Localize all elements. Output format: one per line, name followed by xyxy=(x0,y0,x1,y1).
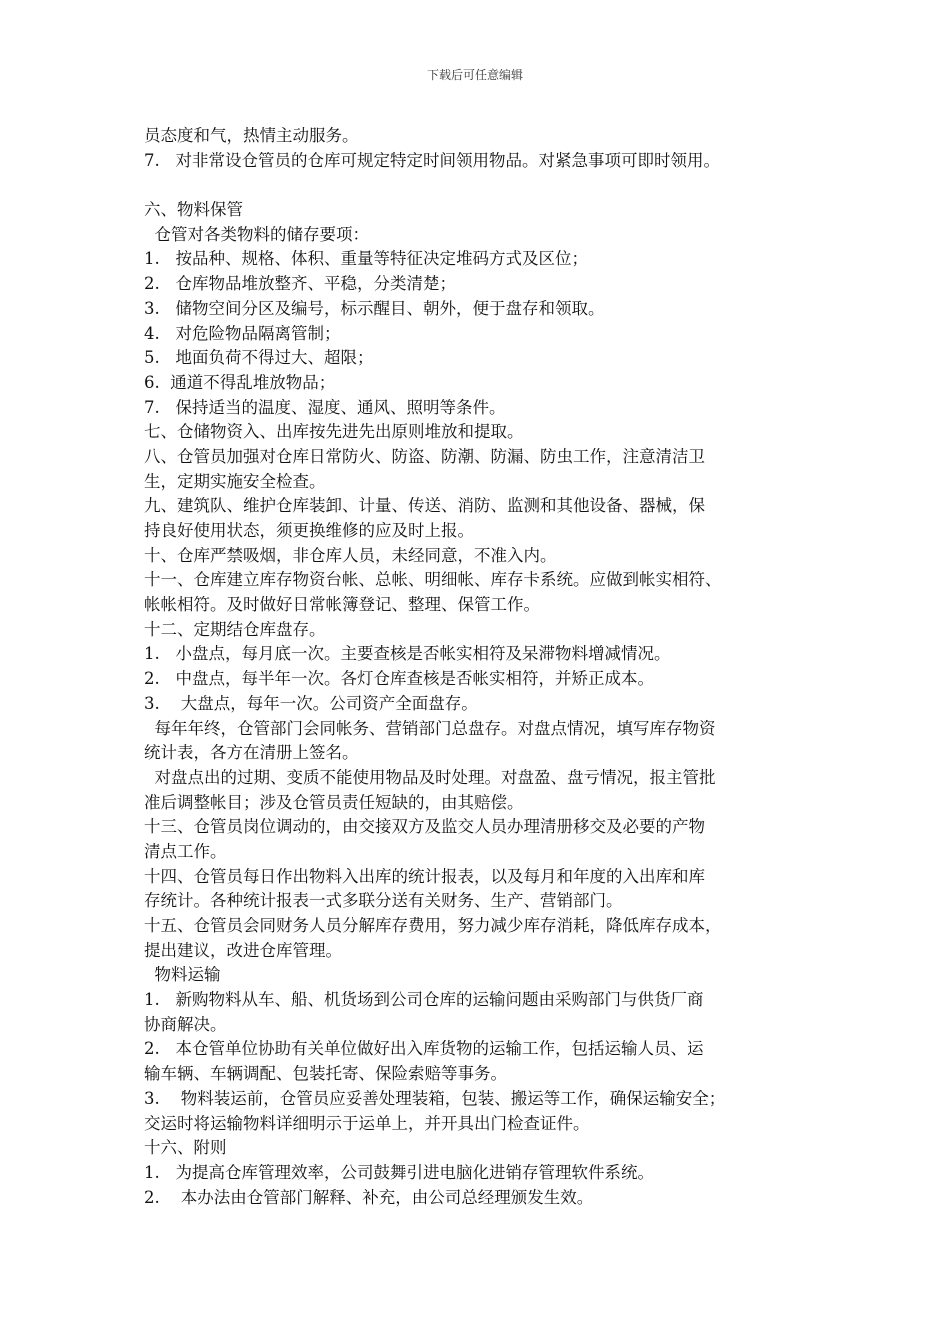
text-line: 3. 储物空间分区及编号，标示醒目、朝外，便于盘存和领取。 xyxy=(144,298,605,318)
paragraph xyxy=(144,396,824,421)
paragraph xyxy=(144,717,824,766)
text-line: 统计表，各方在清册上签名。 xyxy=(144,743,359,763)
text-line: 十四、仓管员每日作出物料入出库的统计报表，以及每月和年度的入出库和库 xyxy=(144,866,705,886)
text-line: 提出建议，改进仓库管理。 xyxy=(144,940,342,960)
text-line: 1. 为提高仓库管理效率，公司鼓舞引进电脑化进销存管理软件系统。 xyxy=(144,1162,654,1182)
paragraph xyxy=(144,198,824,223)
text-line: 物料运输 xyxy=(144,965,221,985)
paragraph xyxy=(144,322,824,347)
text-line: 准后调整帐目；涉及仓管员责任短缺的，由其赔偿。 xyxy=(144,792,524,812)
text-line: 八、仓管员加强对仓库日常防火、防盗、防潮、防漏、防虫工作，注意清洁卫 xyxy=(144,446,705,466)
text-line: 帐帐相符。及时做好日常帐簿登记、整理、保管工作。 xyxy=(144,595,540,615)
text-line: 六、物料保管 xyxy=(144,200,243,220)
text-line: 存统计。各种统计报表一式多联分送有关财务、生产、营销部门。 xyxy=(144,891,623,911)
text-line: 协商解决。 xyxy=(144,1014,227,1034)
text-line: 输车辆、车辆调配、包装托寄、保险索赔等事务。 xyxy=(144,1064,507,1084)
text-line: 十三、仓管员岗位调动的，由交接双方及监交人员办理清册移交及必要的产物 xyxy=(144,817,705,837)
text-line: 十五、仓管员会同财务人员分解库存费用，努力减少库存消耗，降低库存成本， xyxy=(144,916,722,935)
text-line: 6. 通道不得乱堆放物品； xyxy=(144,372,336,392)
text-line: 十一、仓库建立库存物资台帐、总帐、明细帐、库存卡系统。应做到帐实相符、 xyxy=(144,570,722,590)
document-body xyxy=(144,124,824,1210)
paragraph xyxy=(144,297,824,322)
paragraph xyxy=(144,692,824,717)
paragraph xyxy=(144,815,824,864)
text-line: 7. 保持适当的温度、湿度、通风、照明等条件。 xyxy=(144,397,506,417)
text-line: 清点工作。 xyxy=(144,841,227,861)
paragraph xyxy=(144,223,824,248)
text-line: 对盘点出的过期、变质不能使用物品及时处理。对盘盈、盘亏情况，报主管批 xyxy=(144,767,716,787)
paragraph xyxy=(144,988,824,1037)
paragraph xyxy=(144,272,824,297)
paragraph xyxy=(144,544,824,569)
text-line: 员态度和气，热情主动服务。 xyxy=(144,126,359,145)
text-line: 1. 按品种、规格、体积、重量等特征决定堆码方式及区位； xyxy=(144,249,588,269)
text-line: 十六、附则 xyxy=(144,1138,227,1158)
text-line: 5. 地面负荷不得过大、超限； xyxy=(144,348,374,368)
blank-line xyxy=(144,173,824,198)
paragraph xyxy=(144,865,824,914)
paragraph xyxy=(144,346,824,371)
page-header: 下载后可任意编辑 xyxy=(426,68,523,82)
text-line: 仓管对各类物料的储存要项： xyxy=(144,224,369,244)
paragraph xyxy=(144,247,824,272)
text-line: 1. 小盘点，每月底一次。主要查核是否帐实相符及呆滞物料增减情况。 xyxy=(144,644,671,664)
paragraph xyxy=(144,445,824,494)
text-line: 7. 对非常设仓管员的仓库可规定特定时间领用物品。对紧急事项可即时领用。 xyxy=(144,150,720,170)
text-line: 3. 物料装运前，仓管员应妥善处理装箱，包装、搬运等工作，确保运输安全； xyxy=(144,1088,726,1108)
text-line: 生，定期实施安全检查。 xyxy=(144,471,326,491)
paragraph xyxy=(144,1037,824,1086)
paragraph xyxy=(144,149,824,174)
paragraph xyxy=(144,618,824,643)
paragraph xyxy=(144,1136,824,1161)
text-line: 2. 本办法由仓管部门解释、补充，由公司总经理颁发生效。 xyxy=(144,1187,594,1207)
text-line: 1. 新购物料从车、船、机货场到公司仓库的运输问题由采购部门与供货厂商 xyxy=(144,990,704,1010)
paragraph xyxy=(144,1087,824,1136)
text-line: 十二、定期结仓库盘存。 xyxy=(144,619,326,639)
paragraph xyxy=(144,371,824,396)
paragraph xyxy=(144,494,824,543)
paragraph xyxy=(144,1161,824,1186)
text-line: 每年年终，仓管部门会同帐务、营销部门总盘存。对盘点情况，填写库存物资 xyxy=(144,718,716,738)
text-line: 2. 本仓管单位协助有关单位做好出入库货物的运输工作，包括运输人员、运 xyxy=(144,1039,704,1059)
text-line: 3. 大盘点，每年一次。公司资产全面盘存。 xyxy=(144,693,478,713)
paragraph xyxy=(144,914,824,963)
text-line: 交运时将运输物料详细明示于运单上，并开具出门检查证件。 xyxy=(144,1113,590,1133)
text-line: 2. 仓库物品堆放整齐、平稳，分类清楚； xyxy=(144,274,456,294)
paragraph xyxy=(144,568,824,617)
text-line: 十、仓库严禁吸烟，非仓库人员，未经同意，不准入内。 xyxy=(144,545,557,565)
text-line: 4. 对危险物品隔离管制； xyxy=(144,323,341,343)
paragraph xyxy=(144,420,824,445)
text-line: 持良好使用状态，须更换维修的应及时上报。 xyxy=(144,521,474,540)
paragraph xyxy=(144,963,824,988)
paragraph xyxy=(144,1186,824,1211)
paragraph xyxy=(144,667,824,692)
text-line: 九、建筑队、维护仓库装卸、计量、传送、消防、监测和其他设备、器械，保 xyxy=(144,496,705,516)
paragraph xyxy=(144,124,824,149)
text-line: 七、仓储物资入、出库按先进先出原则堆放和提取。 xyxy=(144,422,524,442)
text-line: 2. 中盘点，每半年一次。各灯仓库查核是否帐实相符，并矫正成本。 xyxy=(144,669,654,689)
paragraph xyxy=(144,766,824,815)
paragraph xyxy=(144,642,824,667)
